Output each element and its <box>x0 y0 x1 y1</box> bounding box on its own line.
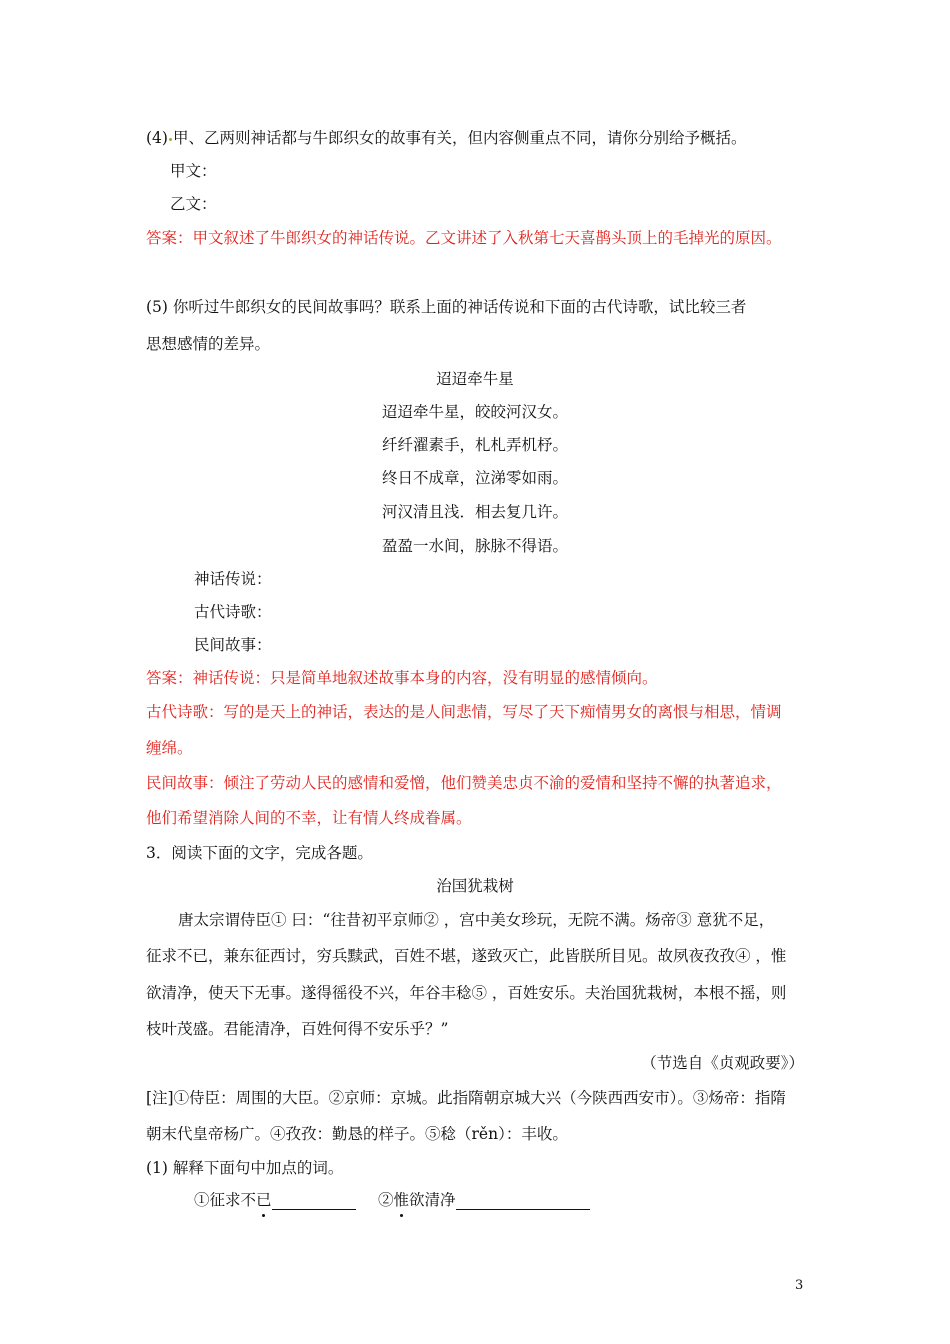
fill-item-1 <box>194 1190 356 1210</box>
q4-dot-mark <box>169 138 172 141</box>
q4-yi-label: 乙文： <box>170 195 217 213</box>
passage-title: 治国犹栽树 <box>436 877 514 895</box>
poem-line: 终日不成章，泣涕零如雨。 <box>381 469 568 487</box>
passage-line3: 欲清净，使天下无事。遂得徭役不兴，年谷丰稔⑤ ，百姓安乐。夫治国犹栽树，本根不摇，则 <box>146 984 787 1002</box>
poem-title: 迢迢牵牛星 <box>436 370 514 388</box>
q4-answer: 答案：甲文叙述了牛郎织女的神话传说。乙文讲述了入秋第七天喜鹊头顶上的毛掉光的原因。 <box>146 229 782 247</box>
note-line1: [注]①侍臣：周围的大臣。②京师：京城。此指隋朝京城大兴（今陕西西安市）。③炀帝：指隋 <box>146 1089 786 1107</box>
poem-line: 盈盈一水间，脉脉不得语。 <box>381 537 568 555</box>
q5-answer-line1: 答案：神话传说：只是简单地叙述故事本身的内容，没有明显的感情倾向。 <box>146 669 658 687</box>
q5-label-folk: 民间故事： <box>194 636 272 654</box>
q5-answer-line4: 民间故事：倾注了劳动人民的感情和爱憎，他们赞美忠贞不渝的爱情和坚持不懈的执著追求， <box>146 774 782 792</box>
q4-number: (4) <box>146 129 168 147</box>
passage-line2: 征求不已，兼东征西讨，穷兵黩武，百姓不堪，遂致灭亡，此皆朕所目见。故夙夜孜孜④ ，惟 <box>146 947 787 965</box>
answer-blank-1[interactable] <box>272 1193 356 1210</box>
q5-answer-line3: 缠绵。 <box>146 739 193 757</box>
item2-dotted-char: 惟 <box>393 1191 410 1209</box>
item2-text: 欲清净 <box>409 1191 456 1209</box>
fill-item-2 <box>378 1190 590 1210</box>
q5-label-myth: 神话传说： <box>194 570 272 588</box>
poem-line: 河汉清且浅．相去复几许。 <box>381 503 568 521</box>
note-line2: 朝末代皇帝杨广。④孜孜：勤恳的样子。⑤稔（rěn）：丰收。 <box>146 1125 568 1143</box>
section3-heading: 3．阅读下面的文字，完成各题。 <box>146 844 373 862</box>
q5-answer-line2: 古代诗歌：写的是天上的神话，表达的是人间悲情，写尽了天下痴情男女的离恨与相思，情调 <box>146 703 782 721</box>
passage-line1: 唐太宗谓侍臣① 曰：“往昔初平京师② ，宫中美女珍玩，无院不满。炀帝③ 意犹不足， <box>178 911 775 929</box>
q4-prompt <box>146 128 746 148</box>
item2-prefix: ② <box>378 1191 394 1209</box>
q5-prompt-line2: 思想感情的差异。 <box>146 335 271 353</box>
item1-text: ①征求不 <box>194 1191 257 1209</box>
page-number: 3 <box>795 1278 804 1293</box>
item1-dotted-char: 已 <box>256 1191 272 1209</box>
subquestion-1: (1) 解释下面句中加点的词。 <box>146 1159 344 1177</box>
answer-blank-2[interactable] <box>456 1193 590 1210</box>
q5-answer-line5: 他们希望消除人间的不幸，让有情人终成眷属。 <box>146 809 472 827</box>
poem-line: 纤纤濯素手，札札弄机杼。 <box>381 436 568 454</box>
q4-jia-label: 甲文： <box>170 162 217 180</box>
passage-source: （节选自《贞观政要》） <box>641 1054 804 1072</box>
q5-prompt-line1: (5) 你听过牛郎织女的民间故事吗？联系上面的神话传说和下面的古代诗歌，试比较三者 <box>146 298 747 316</box>
poem-line: 迢迢牵牛星，皎皎河汉女。 <box>381 403 568 421</box>
q5-label-poem: 古代诗歌： <box>194 603 272 621</box>
passage-line4: 枝叶茂盛。君能清净，百姓何得不安乐乎？” <box>146 1020 449 1038</box>
q4-prompt-text: 甲、乙两则神话都与牛郎织女的故事有关，但内容侧重点不同，请你分别给予概括。 <box>172 129 747 147</box>
